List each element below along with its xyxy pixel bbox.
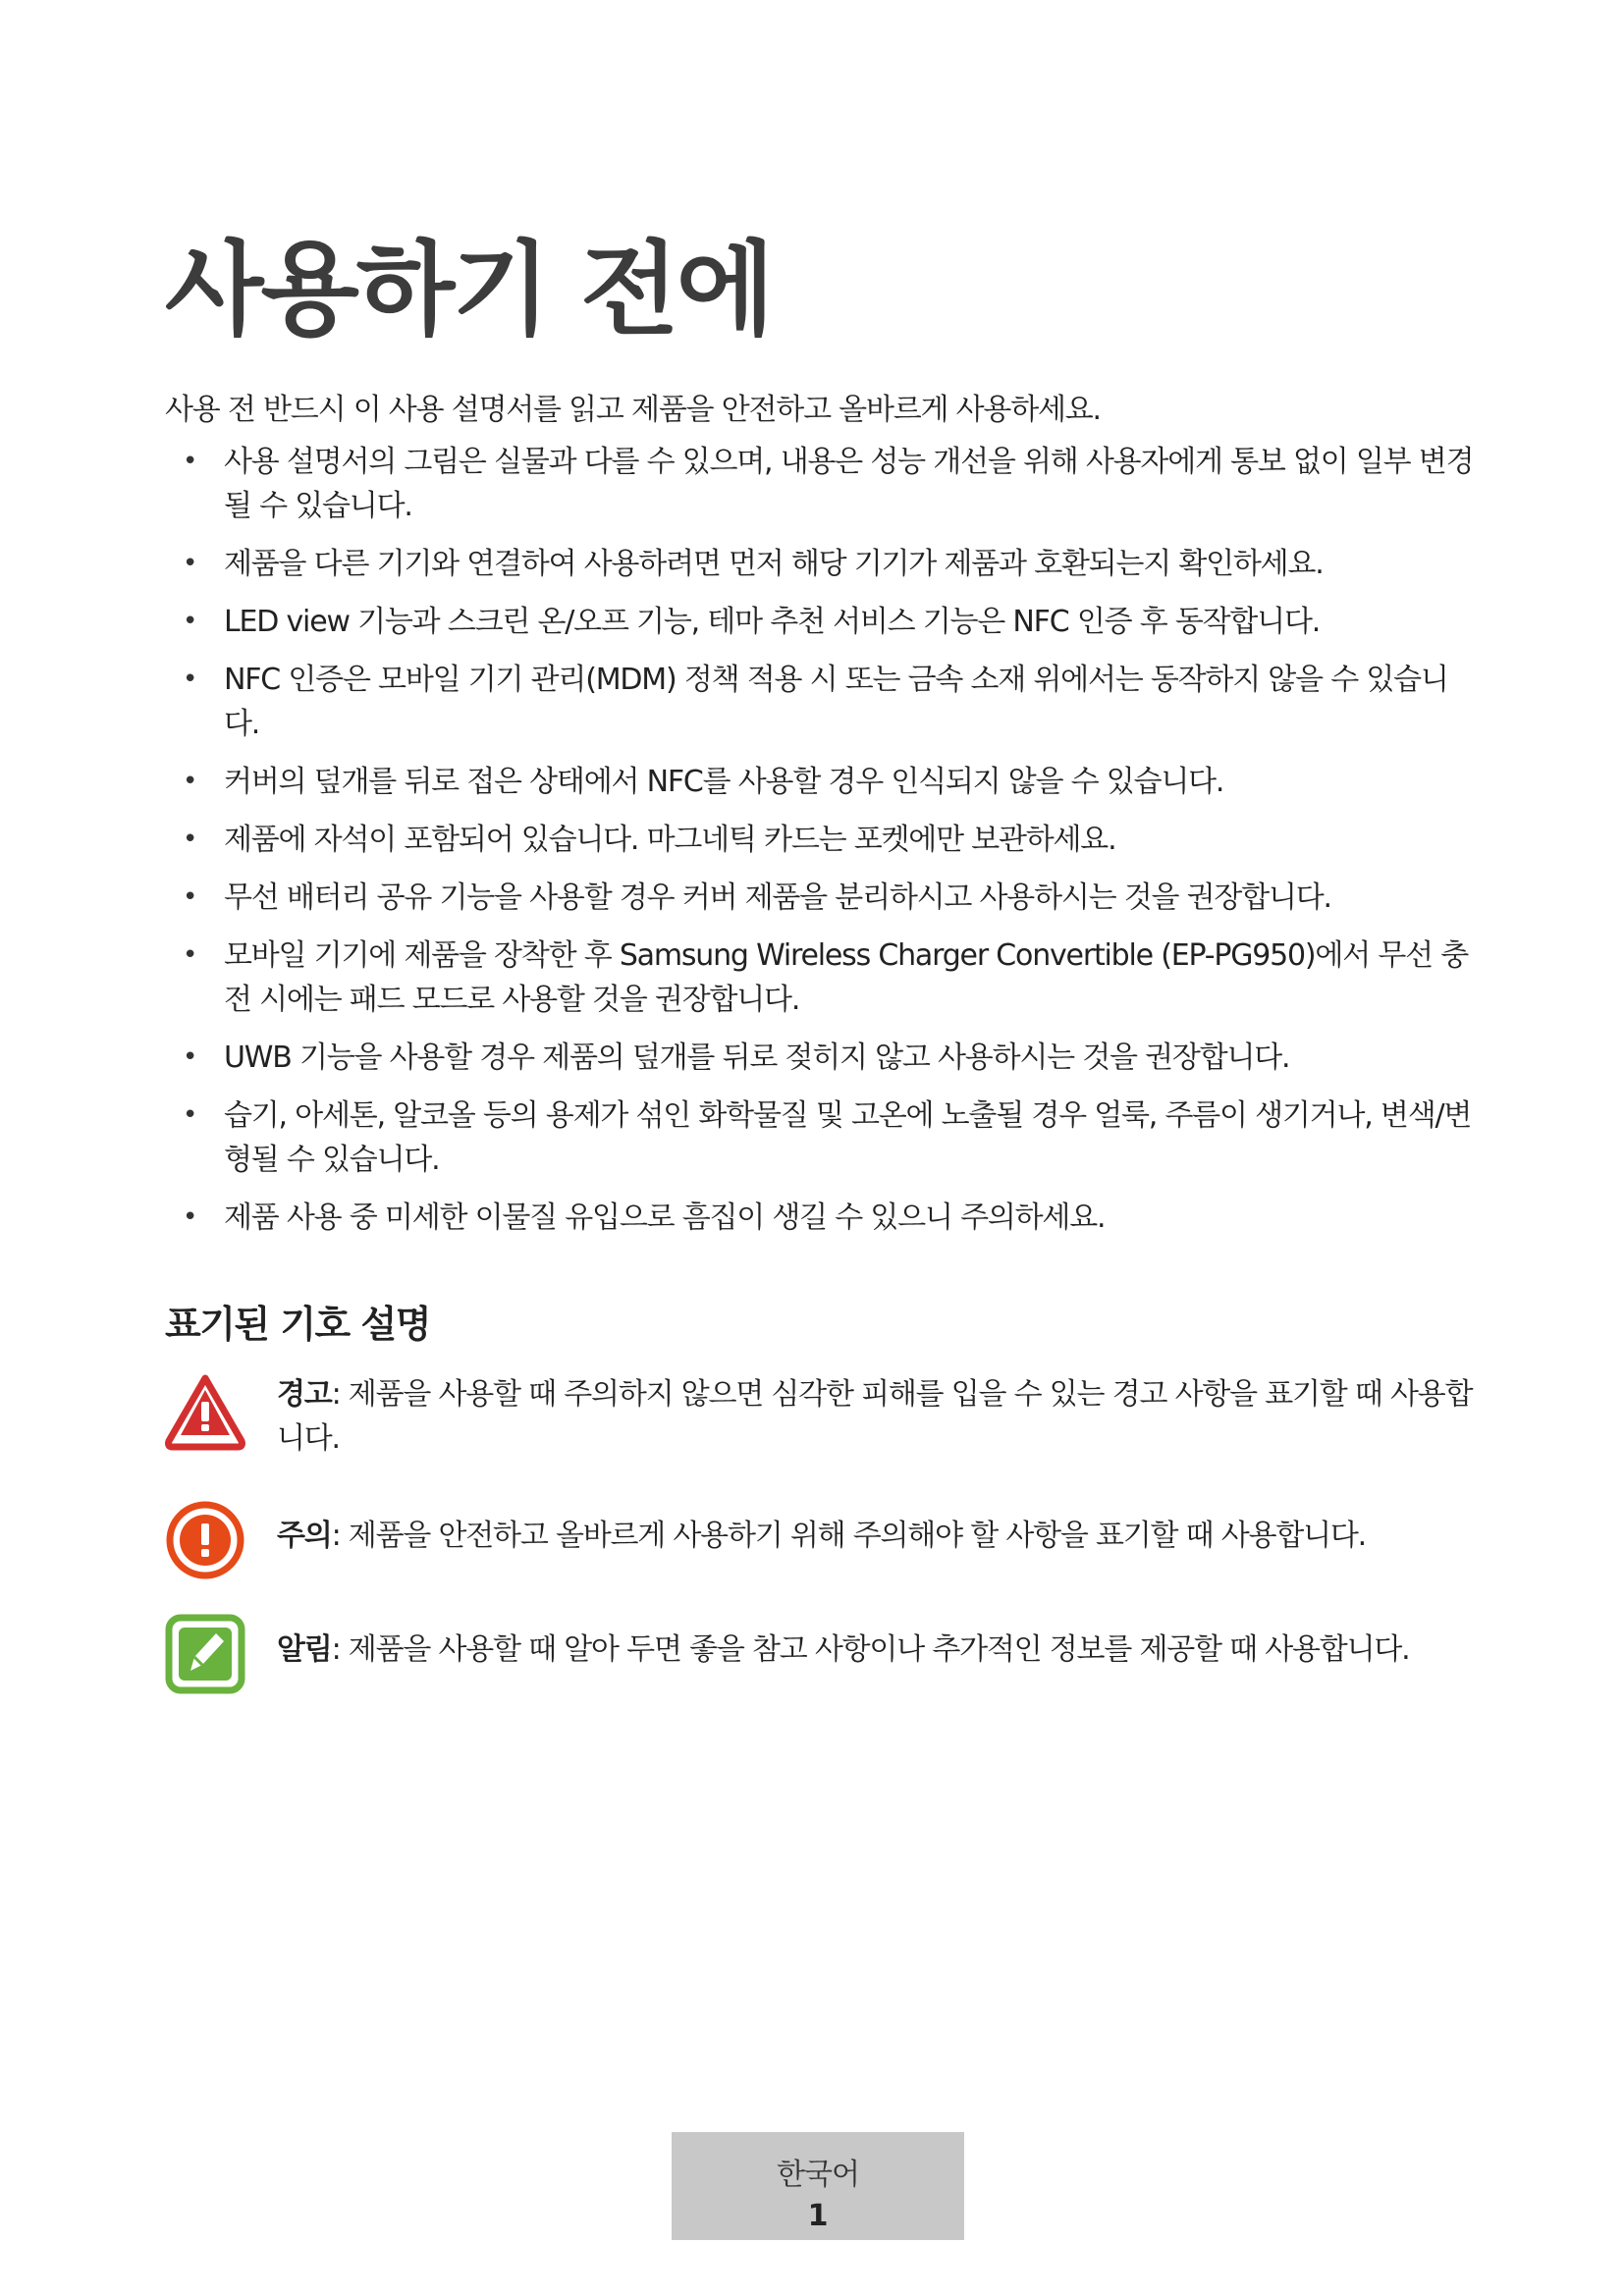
bullet-icon: • (183, 447, 197, 476)
bullet-icon: • (183, 1042, 197, 1072)
list-item: • 사용 설명서의 그림은 실물과 다를 수 있으며, 내용은 성능 개선을 위해 사용자에게 통보 없이 일부 변경될 수 있습니다. (165, 440, 1481, 528)
symbols-section-title: 표기된 기호 설명 (165, 1303, 430, 1346)
bullet-icon: • (183, 549, 197, 578)
list-item: • 습기, 아세톤, 알코올 등의 용제가 섞인 화학물질 및 고온에 노출될 경우 얼룩, 주름이 생기거나, 변색/변형될 수 있습니다. (165, 1094, 1481, 1182)
precaution-list (165, 440, 1481, 1254)
warning-triangle-icon (165, 1372, 245, 1453)
list-item: • NFC 인증은 모바일 기기 관리(MDM) 정책 적용 시 또는 금속 소재 위에서는 동작하지 않을 수 있습니다. (165, 658, 1481, 746)
bullet-icon: • (183, 607, 197, 636)
note-description: 알림: 제품을 사용할 때 알아 두면 좋을 참고 사항이나 추가적인 정보를 제공할 때 사용합니다. (277, 1632, 1410, 1667)
footer-language: 한국어 (777, 2158, 859, 2192)
warning-label: 경고 (277, 1377, 332, 1412)
bullet-icon: • (183, 1100, 197, 1130)
list-item: • 모바일 기기에 제품을 장착한 후 Samsung Wireless Charger Convertible (EP-PG950)에서 무선 충전 시에는 패드 모드로 사용할 것을 권장합니다. (165, 934, 1481, 1022)
bullet-icon: • (183, 825, 197, 854)
caution-circle-icon (165, 1500, 245, 1580)
list-item: • LED view 기능과 스크린 온/오프 기능, 테마 추천 서비스 기능은 NFC 인증 후 동작합니다. (165, 600, 1481, 644)
list-item: • 제품 사용 중 미세한 이물질 유입으로 흠집이 생길 수 있으니 주의하세요. (165, 1196, 1481, 1240)
note-pencil-icon (165, 1614, 245, 1694)
caution-description: 주의: 제품을 안전하고 올바르게 사용하기 위해 주의해야 할 사항을 표기할 때 사용합니다. (277, 1519, 1367, 1553)
bullet-icon: • (183, 665, 197, 694)
page-footer (672, 2132, 964, 2240)
intro-text: 사용 전 반드시 이 사용 설명서를 읽고 제품을 안전하고 올바르게 사용하세요. (165, 393, 1101, 427)
list-item: • 제품에 자석이 포함되어 있습니다. 마그네틱 카드는 포켓에만 보관하세요. (165, 818, 1481, 862)
page-number: 1 (807, 2199, 829, 2233)
note-label: 알림 (277, 1632, 332, 1667)
page-title: 사용하기 전에 (165, 230, 772, 349)
bullet-icon: • (183, 940, 197, 970)
bullet-icon: • (183, 882, 197, 912)
list-item: • UWB 기능을 사용할 경우 제품의 덮개를 뒤로 젖히지 않고 사용하시는 것을 권장합니다. (165, 1036, 1481, 1080)
list-item: • 제품을 다른 기기와 연결하여 사용하려면 먼저 해당 기기가 제품과 호환되는지 확인하세요. (165, 542, 1481, 586)
list-item: • 무선 배터리 공유 기능을 사용할 경우 커버 제품을 분리하시고 사용하시는 것을 권장합니다. (165, 876, 1481, 920)
bullet-icon: • (183, 767, 197, 796)
caution-label: 주의 (277, 1519, 332, 1553)
warning-description: 경고: 제품을 사용할 때 주의하지 않으면 심각한 피해를 입을 수 있는 경고 사항을 표기할 때 사용합니다. (277, 1377, 1473, 1456)
list-item: • 커버의 덮개를 뒤로 접은 상태에서 NFC를 사용할 경우 인식되지 않을 수 있습니다. (165, 760, 1481, 804)
bullet-icon: • (183, 1202, 197, 1232)
